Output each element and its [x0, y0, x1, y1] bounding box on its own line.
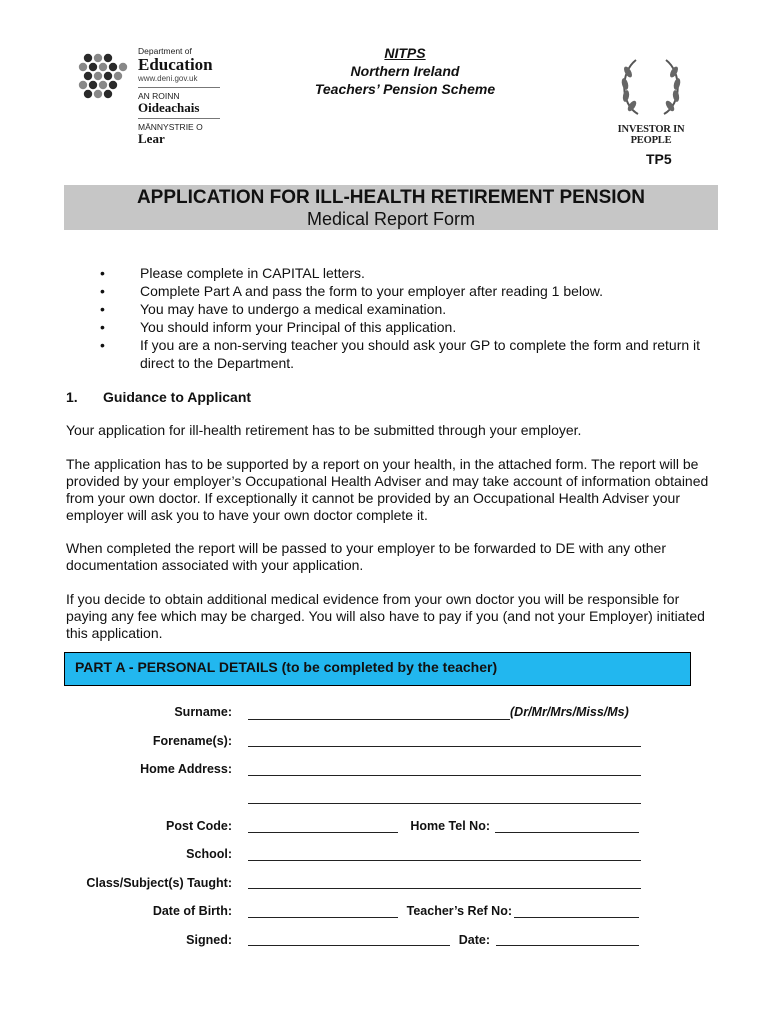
department-of-education-logo: [78, 46, 228, 146]
home-address-label: Home Address:: [140, 762, 232, 776]
school-label: School:: [186, 847, 232, 861]
section-number: 1.: [66, 389, 78, 405]
logo-dept-of: Department of: [138, 46, 192, 56]
surname-label: Surname:: [174, 705, 232, 719]
bullet-icon: •: [100, 265, 105, 281]
paragraph: When completed the report will be passed to your employer to be forwarded to DE with any other documentation associated with your application.: [66, 540, 666, 573]
paragraph: Your application for ill-health retirement has to be submitted through your employer.: [66, 422, 582, 438]
logo-scots-small: MÄNNYSTRIE O: [138, 122, 203, 132]
logo-divider: [138, 118, 220, 119]
class-subject-label: Class/Subject(s) Taught:: [86, 876, 232, 890]
logo-divider: [138, 87, 220, 88]
title-options: (Dr/Mr/Mrs/Miss/Ms): [510, 705, 629, 719]
part-a-heading: PART A - PERSONAL DETAILS (to be completed by the teacher): [75, 659, 498, 675]
bullet-text: If you are a non-serving teacher you should ask your GP to complete the form and return it direct to the Department.: [140, 337, 701, 371]
paragraph: If you decide to obtain additional medical evidence from your own doctor you will be responsible for paying any fee which may be charged. You will also have to pay if you (and not your Employer) initiated this application.: [66, 591, 705, 641]
paragraph: The application has to be supported by a report on your health, in the attached form. The report will be provided by your employer’s Occupational Health Adviser and may take account of information obtained from your own doctor. If exceptionally it cannot be provided by an Occupational Health Adviser your employer will ask you to have your own doctor complete it.: [66, 456, 709, 523]
form-code: TP5: [646, 151, 672, 167]
forenames-label: Forename(s):: [152, 734, 232, 748]
date-label: Date:: [458, 933, 490, 947]
dob-field[interactable]: [248, 917, 398, 918]
date-field[interactable]: [496, 945, 639, 946]
logo-irish-small: AN ROINN: [138, 91, 180, 101]
logo-irish-big: Oideachais: [138, 100, 200, 115]
bullet-icon: •: [100, 337, 105, 353]
hexagon-cluster-icon: [78, 50, 130, 102]
page-title: APPLICATION FOR ILL-HEALTH RETIREMENT PENSION: [136, 187, 646, 208]
logo-url: www.deni.gov.uk: [138, 74, 198, 83]
bullet-icon: •: [100, 301, 105, 317]
post-code-field[interactable]: [248, 832, 398, 833]
bullet-icon: •: [100, 283, 105, 299]
class-subject-field[interactable]: [248, 888, 641, 889]
home-address-field-line2[interactable]: [248, 803, 641, 804]
home-tel-field[interactable]: [495, 832, 639, 833]
surname-field[interactable]: [248, 719, 510, 720]
header-region: Northern Ireland: [350, 63, 460, 79]
bullet-text: Please complete in CAPITAL letters.: [140, 265, 365, 281]
investor-in-people-logo: [598, 52, 704, 146]
school-field[interactable]: [248, 860, 641, 861]
section-title: Guidance to Applicant: [103, 389, 252, 405]
teacher-ref-label: Teacher’s Ref No:: [406, 904, 512, 918]
bullet-text: You should inform your Principal of this application.: [140, 319, 457, 335]
page-subtitle: Medical Report Form: [306, 209, 476, 229]
header-scheme: Teachers’ Pension Scheme: [314, 81, 496, 97]
dob-label: Date of Birth:: [152, 904, 232, 918]
post-code-label: Post Code:: [166, 819, 232, 833]
laurel-wreath-icon: [598, 52, 704, 122]
teacher-ref-field[interactable]: [514, 917, 639, 918]
forenames-field[interactable]: [248, 746, 641, 747]
home-tel-label: Home Tel No:: [410, 819, 490, 833]
bullet-text: You may have to undergo a medical examination.: [140, 301, 447, 317]
bullet-icon: •: [100, 319, 105, 335]
logo-scots-big: Lear: [138, 131, 165, 146]
signature-field[interactable]: [248, 945, 450, 946]
signed-label: Signed:: [186, 933, 232, 947]
iip-label: INVESTOR IN PEOPLE: [617, 124, 685, 146]
header-nitps: NITPS: [384, 45, 426, 61]
bullet-text: Complete Part A and pass the form to your employer after reading 1 below.: [140, 283, 604, 299]
home-address-field[interactable]: [248, 775, 641, 776]
logo-education: Education: [138, 55, 213, 74]
